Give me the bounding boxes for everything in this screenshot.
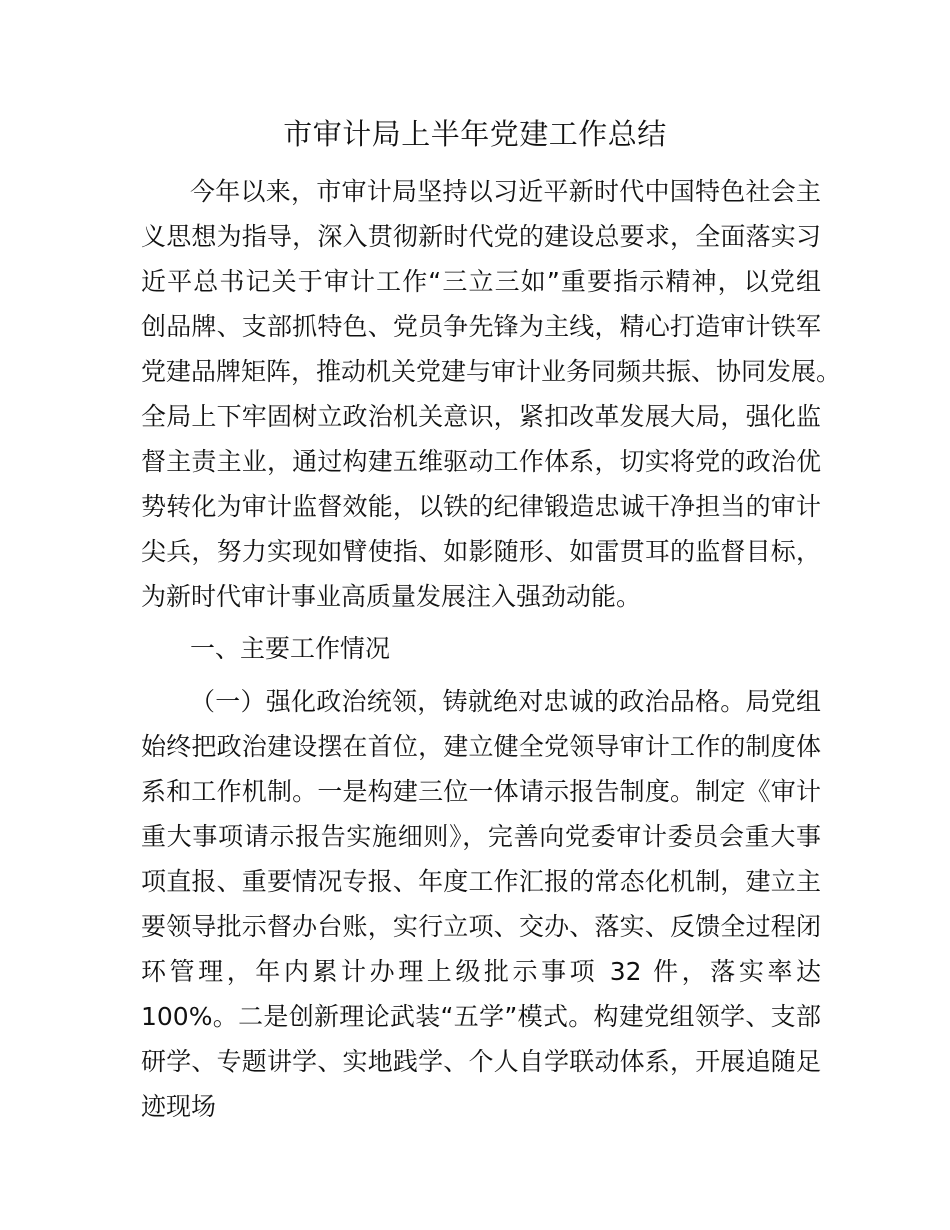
paragraph-line: 督主责主业，通过构建五维驱动工作体系，切实将党的政治优 xyxy=(141,447,821,476)
paragraph-line: （一）强化政治统领，铸就绝对忠诚的政治品格。局党组 xyxy=(190,687,821,716)
paragraph-line: 尖兵，努力实现如臂使指、如影随形、如雷贯耳的监督目标， xyxy=(141,537,821,566)
paragraph-line: 系和工作机制。一是构建三位一体请示报告制度。制定《审计 xyxy=(141,777,821,806)
paragraph-line: 项直报、重要情况专报、年度工作汇报的常态化机制，建立主 xyxy=(141,867,821,896)
paragraph-line: 今年以来，市审计局坚持以习近平新时代中国特色社会主 xyxy=(190,177,821,206)
paragraph-line: 义思想为指导，深入贯彻新时代党的建设总要求，全面落实习 xyxy=(141,222,821,251)
paragraph-line: 迹现场 xyxy=(141,1092,217,1121)
paragraph-line: 环管理，年内累计办理上级批示事项 32 件，落实率达 xyxy=(141,957,821,986)
paragraph-line: 创品牌、支部抓特色、党员争先锋为主线，精心打造审计铁军 xyxy=(141,312,821,341)
paragraph-line: 势转化为审计监督效能，以铁的纪律锻造忠诚干净担当的审计 xyxy=(141,492,821,521)
paragraph-line: 研学、专题讲学、实地践学、个人自学联动体系，开展追随足 xyxy=(141,1047,821,1076)
document-title: 市审计局上半年党建工作总结 xyxy=(283,117,667,151)
section-heading: 一、主要工作情况 xyxy=(190,634,391,663)
paragraph-line: 始终把政治建设摆在首位，建立健全党领导审计工作的制度体 xyxy=(141,732,821,761)
paragraph-line: 要领导批示督办台账，实行立项、交办、落实、反馈全过程闭 xyxy=(141,912,821,941)
paragraph-line: 全局上下牢固树立政治机关意识，紧扣改革发展大局，强化监 xyxy=(141,402,821,431)
paragraph-line: 党建品牌矩阵，推动机关党建与审计业务同频共振、协同发展。 xyxy=(141,357,842,386)
paragraph-line: 为新时代审计事业高质量发展注入强劲动能。 xyxy=(141,582,642,611)
paragraph-line: 重大事项请示报告实施细则》，完善向党委审计委员会重大事 xyxy=(141,822,821,851)
paragraph-line: 100%。二是创新理论武装“五学”模式。构建党组领学、支部 xyxy=(141,1002,821,1031)
paragraph-line: 近平总书记关于审计工作“三立三如”重要指示精神，以党组 xyxy=(141,267,821,296)
